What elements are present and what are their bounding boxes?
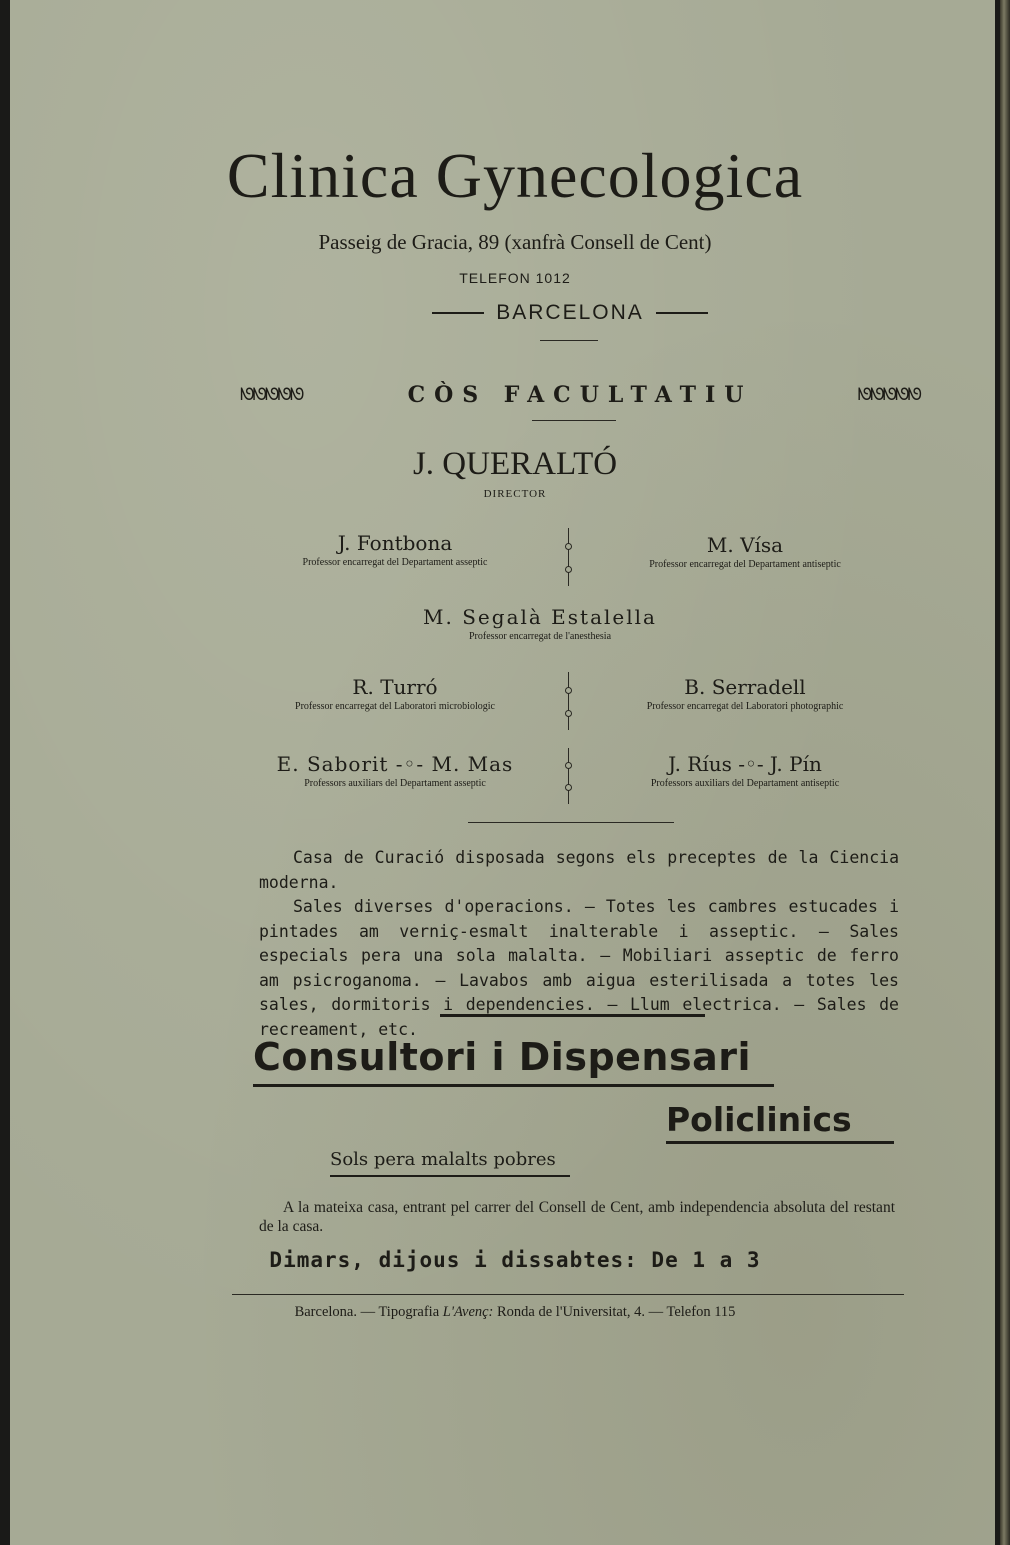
consultori-note: [259, 1198, 895, 1236]
policlinics-underline: [666, 1141, 894, 1144]
printed-page: [10, 0, 995, 1545]
member-rius-pin: [535, 751, 955, 791]
member-serradell: [535, 674, 955, 714]
divider-heavy: [440, 1014, 705, 1017]
consultori-hours: Dimars, dijous i dissabtes: De 1 a 3: [269, 1248, 761, 1272]
member-name: J. Ríus -◦- J. Pín: [668, 752, 822, 776]
director-name: J. QUERALTÓ: [412, 446, 618, 482]
member-name: M. Segalà Estalella: [423, 605, 657, 629]
description-text: [259, 846, 899, 1042]
member-segala: [310, 604, 770, 644]
clinic-phone: TELEFON 1012: [459, 270, 571, 286]
divider-short: [540, 340, 598, 341]
member-name: R. Turró: [352, 675, 438, 699]
member-name: M. Vísa: [706, 533, 784, 557]
member-role: Professor encarregat del Laboratori photographic: [646, 701, 844, 712]
footer-suffix: Ronda de l'Universitat, 4. — Telefon 115: [493, 1304, 736, 1320]
director-role: DIRECTOR: [483, 488, 547, 500]
member-role: Professor encarregat del Departament asseptic: [302, 557, 488, 568]
consultori-title: Consultori i Dispensari: [253, 1035, 752, 1079]
footer-publisher: L'Avenç:: [442, 1304, 494, 1320]
member-role: Professors auxiliars del Departament antiseptic: [650, 778, 840, 789]
policlinics-title: Policlinics: [666, 1100, 852, 1139]
faculty-heading: CÒS FACULTATIU: [407, 382, 753, 408]
divider-short-2: [532, 420, 616, 421]
page-edge-shadow: [1000, 0, 1010, 1545]
member-name: J. Fontbona: [337, 531, 453, 555]
footer-imprint: [0, 1304, 1010, 1321]
member-name: B. Serradell: [684, 675, 806, 699]
consultori-underline: [253, 1084, 774, 1087]
tagline-underline: [330, 1175, 570, 1177]
member-name: E. Saborit -◦- M. Mas: [276, 752, 514, 776]
faculty-heading-row: [240, 380, 920, 410]
member-visa: [535, 532, 955, 572]
city-line: [420, 298, 720, 328]
description-paragraph: Casa de Curació disposada segons els preceptes de la Ciencia moderna.: [259, 848, 899, 892]
ornament-right-icon: ᘚᘚᘚᘚᘚ: [857, 385, 920, 405]
member-role: Professors auxiliars del Departament asseptic: [304, 778, 486, 789]
member-role: Professor encarregat del Departament antiseptic: [649, 559, 841, 570]
city-dash-right: [656, 312, 708, 314]
consultori-note-text: A la mateixa casa, entrant pel carrer del Consell de Cent, amb independencia absoluta del restant de la casa.: [259, 1199, 895, 1235]
clinic-city: BARCELONA: [496, 301, 644, 324]
ornament-left-icon: ᘚᘚᘚᘚᘚ: [240, 385, 303, 405]
description-paragraph: Sales diverses d'operacions. — Totes les cambres estucades i pintades am verniç-esmalt inalterable i asseptic. — Sales especials pera una sola malalta. — Mobiliari asseptic de ferro am psicroganoma. — Lavabos amb aigua esterilisada a totes les sales, dormitoris i dependencies. — Llum electrica. — Sales de recreament, etc.: [259, 897, 899, 1039]
footer-prefix: Barcelona. — Tipografia: [294, 1304, 443, 1320]
footer-divider: [232, 1294, 904, 1295]
consultori-tagline: Sols pera malalts pobres: [330, 1149, 556, 1170]
page-title: Clinica Gynecologica: [226, 140, 804, 211]
city-dash-left: [432, 312, 484, 314]
divider-mid: [468, 822, 674, 823]
member-role: Professor encarregat de l'anesthesia: [468, 631, 612, 642]
member-role: Professor encarregat del Laboratori microbiologic: [295, 701, 495, 712]
clinic-address: Passeig de Gracia, 89 (xanfrà Consell de Cent): [318, 230, 712, 254]
